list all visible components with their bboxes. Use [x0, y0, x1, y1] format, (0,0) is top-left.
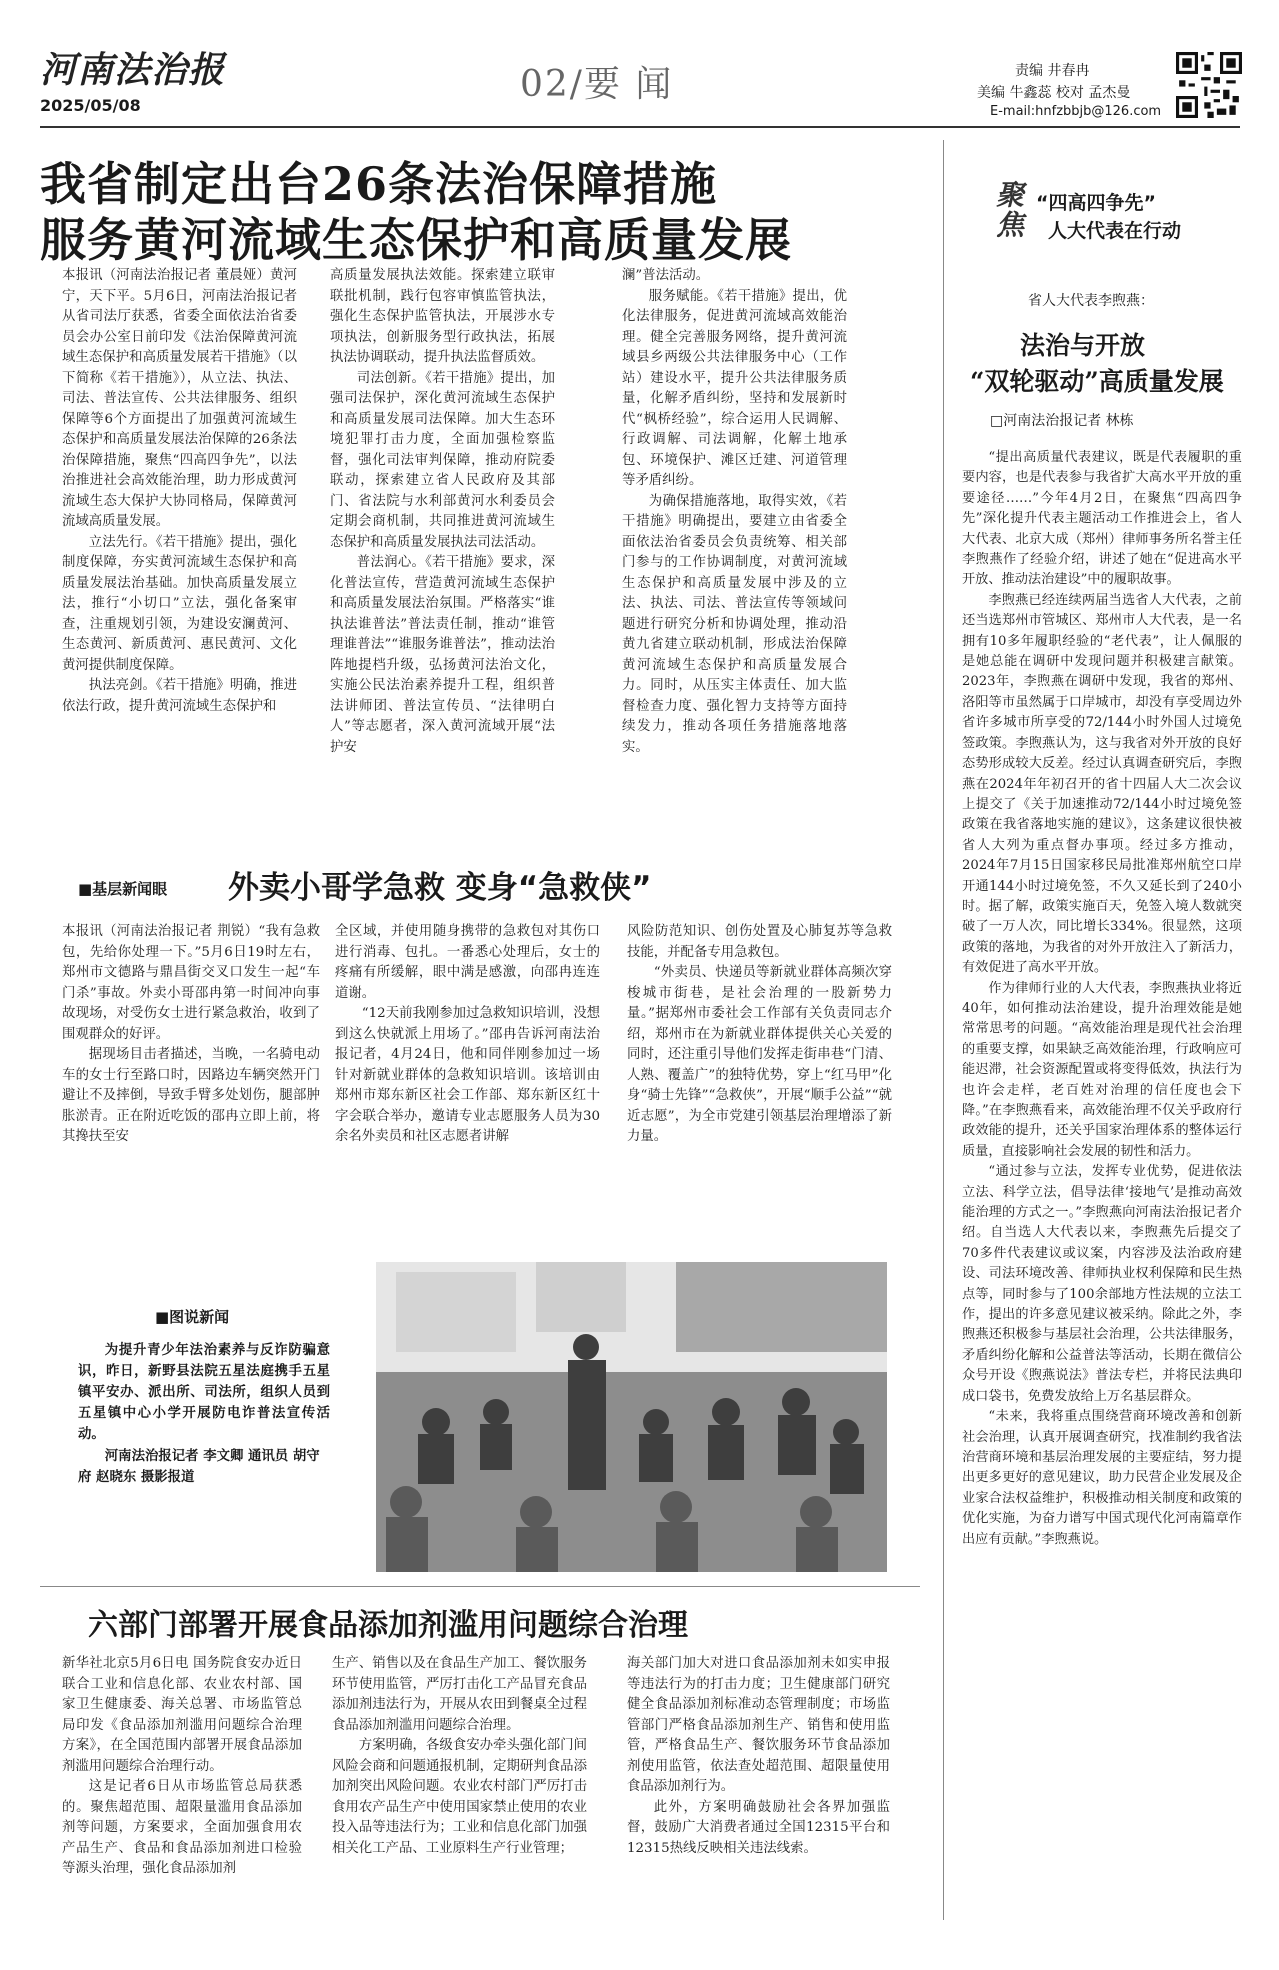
masthead-date: 2025/05/08	[40, 96, 141, 115]
third-paragraph: 新华社北京5月6日电 国务院食安办近日联合工业和信息化部、农业农村部、国家卫生健康委、海关总署、市场监管总局印发《食品添加剂滥用问题综合治理方案》，在全国范围内部署开展食品添加剂滥用问题综合治理行动。	[62, 1656, 302, 1774]
lead-paragraph: 立法先行。《若干措施》提出，强化制度保障，夯实黄河流域生态保护和高质量发展法治基础。加快高质量发展立法，推行“小切口”立法，强化备案审查，注重规划引领，为建设安澜黄河、生态黄河、新质黄河、惠民黄河、文化黄河提供制度保障。	[62, 534, 297, 673]
second-paragraph: 全区域，并使用随身携带的急救包对其伤口进行消毒、包扎。一番悉心处理后，女士的疼痛有所缓解，眼中满是感激，向邵冉连连道谢。	[335, 924, 600, 1001]
third-column-1	[62, 1654, 302, 1934]
lead-headline-1: 我省制定出台26条法治保障措施	[40, 157, 718, 211]
lead-paragraph: 高质量发展执法效能。探索建立联审联批机制，践行包容审慎监管执法，强化生态保护监管执法，开展涉水专项执法，创新服务型行政执法，拓展执法协调联动，提升执法监督质效。	[330, 268, 555, 365]
lead-paragraph: 澜”普法活动。	[622, 268, 710, 283]
second-paragraph: 据现场目击者描述，当晚，一名骑电动车的女士行至路口时，因路边车辆突然开门避让不及摔倒，导致手臂多处划伤，腿部肿胀淤青。正在附近吃饭的邵冉立即上前，将其搀扶至安	[62, 1047, 320, 1144]
third-paragraph: 生产、销售以及在食品生产加工、餐饮服务环节使用监管，严厉打击化工产品冒充食品添加剂违法行为，开展从农田到餐桌全过程食品添加剂滥用问题综合治理。	[332, 1656, 587, 1733]
second-column-2	[335, 922, 600, 1262]
masthead-logo: 河南法治报	[40, 49, 226, 91]
sidebar-badge: 聚焦	[992, 180, 1025, 240]
second-paragraph: 本报讯（河南法治报记者 荆锐）“我有急救包，先给你处理一下。”5月6日19时左右，郑州市文德路与鼎昌街交叉口发生一起“车门杀”事故。外卖小哥邵冉第一时间冲向事故现场，对受伤女士进行紧急救治，收到了围观群众的好评。	[62, 924, 320, 1042]
lead-column-3	[622, 266, 847, 755]
students-photo	[376, 1262, 887, 1572]
lead-paragraph: 本报讯（河南法治报记者 董晨娅）黄河宁，天下平。5月6日，河南法治报记者从省司法厅获悉，省委全面依法治省委员会办公室日前印发《法治保障黄河流域生态保护和高质量发展若干措施》（以下简称《若干措施》），从立法、执法、司法、普法宣传、公共法律服务、组织保障等6个方面提出了加强黄河流域生态保护和高质量发展法治保障的26条法治保障措施，聚焦“四高四争先”，以法治推进社会高效能治理，助力形成黄河流域生态大保护大协同格局，保障黄河流域高质量发展。	[62, 268, 297, 529]
lead-paragraph: 司法创新。《若干措施》提出，加强司法保护，深化黄河流域生态保护和高质量发展司法保障。加大生态环境犯罪打击力度，全面加强检察监督，强化司法审判保障，推动府院委联动，探索建立省人民政府及其部门、省法院与水利部黄河水利委员会定期会商机制，共同推进黄河流域生态保护和高质量发展执法司法活动。	[330, 370, 555, 550]
lead-column-1	[62, 266, 297, 714]
sidebar-paragraph: 作为律师行业的人大代表，李煦燕执业将近40年，如何推动法治建设，提升治理效能是她常常思考的问题。“高效能治理是现代社会治理的重要支撑，如果缺乏高效能治理，行政响应可能迟滞，社会资源配置或将变得低效，执法行为也许会走样，老百姓对治理的信任度也会下降。”在李煦燕看来，高效能治理不仅关乎政府行政效能的提升，还关乎国家治理体系的整体运行质量，直接影响社会发展的韧性和活力。	[962, 980, 1242, 1159]
third-column-3	[627, 1654, 890, 1934]
sidebar-body	[962, 448, 1242, 1926]
page-label: 02/要 闻	[520, 64, 674, 105]
photo-caption: 为提升青少年法治素养与反诈防骗意识，昨日，新野县法院五星法庭携手五星镇平安办、派出所、司法所，组织人员到五星镇中心小学开展防电诈普法宣传活动。	[78, 1342, 330, 1442]
photo-news-tag: ■图说新闻	[155, 1308, 230, 1326]
third-paragraph: 海关部门加大对进口食品添加剂未如实申报等违法行为的打击力度；卫生健康部门研究健全食品添加剂标准动态管理制度；市场监管部门严格食品添加剂生产、销售和使用监管，严格食品生产、餐饮服务环节食品添加剂使用监管，依法查处超范围、超限量使用食品添加剂行为。	[627, 1656, 890, 1794]
sidebar-byline: □河南法治报记者 林栋	[990, 413, 1134, 429]
photo-credit: 河南法治报记者 李文卿 通讯员 胡守府 赵晓东 摄影报道	[78, 1449, 320, 1485]
design-line: 美编 牛鑫蕊 校对 孟杰曼	[977, 85, 1131, 101]
email-line: E-mail:hnfzbbjb@126.com	[990, 104, 1162, 119]
lead-column-2	[330, 266, 555, 755]
sidebar-paragraph: “通过参与立法，发挥专业优势，促进依法立法、科学立法，倡导法律‘接地气’是推动高效能治理的方式之一。”李煦燕向河南法治报记者介绍。自当选人大代表以来，李煦燕先后提交了70多件代表建议或议案，内容涉及法治政府建设、司法环境改善、律师执业权利保障和民生热点等，同时参与了100余部地方性法规的立法工作，提出的许多意见建议被采纳。除此之外，李煦燕还积极参与基层社会治理，公共法律服务，矛盾纠纷化解和公益普法等活动，长期在微信公众号开设《煦燕说法》普法专栏，并将民法典印成口袋书，免费发放给上万名基层群众。	[962, 1164, 1242, 1404]
third-paragraph: 方案明确，各级食安办牵头强化部门间风险会商和问题通报机制，定期研判食品添加剂突出风险问题。农业农村部门严厉打击食用农产品生产中使用国家禁止使用的农业投入品等违法行为；工业和信息化部门加强相关化工产品、工业原料生产行业管理；	[332, 1738, 587, 1856]
column-divider	[943, 140, 944, 1920]
lead-paragraph: 普法润心。《若干措施》要求，深化普法宣传，营造黄河流域生态保护和高质量发展法治氛围。严格落实“谁执法谁普法”普法责任制，推动“谁管理谁普法”“谁服务谁普法”，推动法治阵地提档升级，弘扬黄河法治文化，实施公民法治素养提升工程，组织普法讲师团、普法宣传员、“法律明白人”等志愿者，深入黄河流域开展“法护安	[330, 555, 555, 755]
masthead-rule	[40, 126, 1240, 128]
sidebar-heading-2: 人大代表在行动	[1048, 220, 1182, 242]
second-headline: 外卖小哥学急救 变身“急救侠”	[228, 870, 652, 906]
third-paragraph: 此外，方案明确鼓励社会各界加强监督，鼓励广大消费者通过全国12315平台和12315热线反映相关违法线索。	[627, 1799, 890, 1856]
sidebar-kicker: 省人大代表李煦燕：	[1028, 293, 1154, 309]
lead-paragraph: 服务赋能。《若干措施》提出，优化法律服务，促进黄河流域高效能治理。健全完善服务网络，提升黄河流域县乡两级公共法律服务中心（工作站）建设水平，提升公共法律服务质量，化解矛盾纠纷，坚持和发展新时代“枫桥经验”，综合运用人民调解、行政调解、司法调解，化解土地承包、环境保护、滩区迁建、河道管理等矛盾纠纷。	[622, 288, 847, 488]
second-paragraph: “外卖员、快递员等新就业群体高频次穿梭城市街巷，是社会治理的一股新势力量。”据郑州市委社会工作部有关负责同志介绍，郑州市在为新就业群体提供关心关爱的同时，还注重引导他们发挥走街串巷“门清、人熟、覆盖广”的独特优势，穿上“红马甲”化身“骑士先锋”“急救侠”，开展“顺手公益”“就近志愿”，为全市党建引领基层治理增添了新力量。	[627, 965, 892, 1144]
lead-paragraph: 执法亮剑。《若干措施》明确，推进依法行政，提升黄河流域生态保护和	[62, 678, 297, 714]
sidebar-heading-1: “四高四争先”	[1036, 192, 1156, 214]
second-paragraph: 风险防范知识、创伤处置及心肺复苏等急救技能，并配备专用急救包。	[627, 924, 892, 960]
second-column-3	[627, 922, 892, 1262]
third-headline: 六部门部署开展食品添加剂滥用问题综合治理	[88, 1608, 688, 1643]
sidebar-paragraph: “未来，我将重点围绕营商环境改善和创新社会治理，认真开展调查研究，找准制约我省法治营商环境和基层治理发展的主要症结，努力提出更多更好的意见建议，助力民营企业发展及企业家合法权益维护，积极推动相关制度和政策的优化实施，为奋力谱写中国式现代化河南篇章作出应有贡献。”李煦燕说。	[962, 1409, 1242, 1547]
third-column-2	[332, 1654, 587, 1934]
second-column-1	[62, 922, 320, 1262]
qr-code-icon	[1176, 52, 1242, 118]
lead-headline-2: 服务黄河流域生态保护和高质量发展	[40, 213, 792, 267]
sidebar-title-2: “双轮驱动”高质量发展	[970, 367, 1224, 396]
sidebar-paragraph: 李煦燕已经连续两届当选省人大代表，之前还当选郑州市管城区、郑州市人大代表，是一名拥有10多年履职经验的“老代表”，让人佩服的是她总能在调研中发现问题并积极建言献策。2023年，李煦燕在调研中发现，我省的郑州、洛阳等市虽然属于口岸城市，却没有享受周边外省许多城市所享受的72/144小时外国人过境免签政策。李煦燕认为，这与我省对外开放的良好态势形成较大反差。经过认真调查研究后，李煦燕在2024年年初召开的省十四届人大二次会议上提交了《关于加速推动72/144小时过境免签政策在我省落地实施的建议》，这条建议很快被省人大列为重点督办事项。经过多方推动，2024年7月15日国家移民局批准郑州航空口岸开通144小时过境免签，不久又延长到了240小时。据了解，政策实施百天，免签入境人数就突破了一万人次，同比增长334%。很显然，这项政策的落地，为我省的对外开放注入了新活力，有效促进了高水平开放。	[962, 592, 1242, 976]
section-rule	[40, 1586, 920, 1587]
sidebar-title-1: 法治与开放	[1020, 331, 1146, 360]
section-tag: ■基层新闻眼	[78, 880, 168, 898]
lead-paragraph: 为确保措施落地，取得实效，《若干措施》明确提出，要建立由省委全面依法治省委员会负责统筹、相关部门参与的工作协调制度，对黄河流域生态保护和高质量发展中涉及的立法、执法、司法、普法宣传等领域问题进行研究分析和协调处理，推动沿黄九省建立联动机制，形成法治保障黄河流域生态保护和高质量发展合力。同时，从压实主体责任、加大监督检查力度、强化智力支持等方面持续发力，推动各项任务措施落地落实。	[622, 493, 847, 755]
editor-line: 责编 井春冉	[1015, 63, 1090, 79]
second-paragraph: “12天前我刚参加过急救知识培训，没想到这么快就派上用场了。”邵冉告诉河南法治报记者，4月24日，他和同伴刚参加过一场针对新就业群体的急救知识培训。该培训由郑州市郑东新区社会工作部、郑东新区红十字会联合举办，邀请专业志愿服务人员为30余名外卖员和社区志愿者讲解	[335, 1006, 600, 1144]
third-paragraph: 这是记者6日从市场监管总局获悉的。聚焦超范围、超限量滥用食品添加剂等问题，方案要求，全面加强食用农产品生产、食品和食品添加剂进口检验等源头治理，强化食品添加剂	[62, 1779, 302, 1876]
sidebar-paragraph: “提出高质量代表建议，既是代表履职的重要内容，也是代表参与我省扩大高水平开放的重要途径……”今年4月2日，在聚焦“四高四争先”深化提升代表主题活动工作推进会上，省人大代表、北京大成（郑州）律师事务所名誉主任李煦燕作了经验介绍，讲述了她在“促进高水平开放、推动法治建设”中的履职故事。	[962, 450, 1242, 588]
